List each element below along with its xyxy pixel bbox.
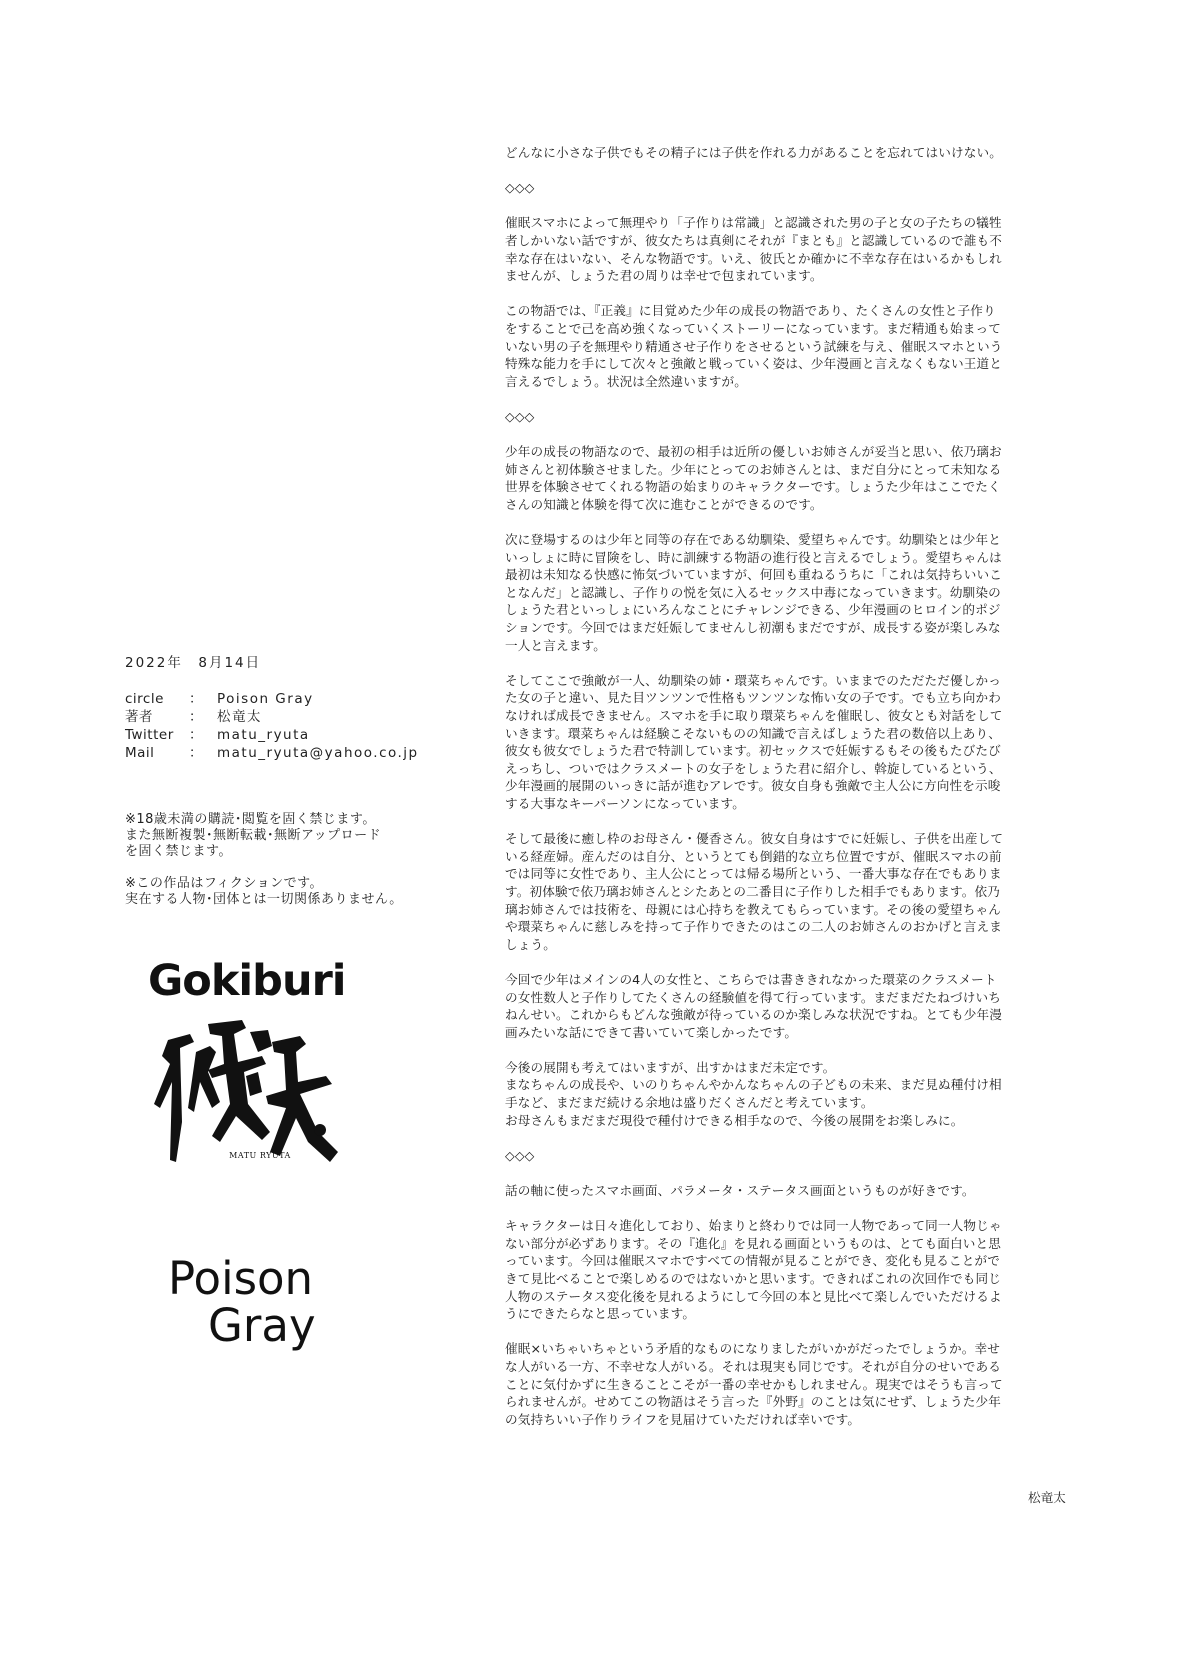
afterword-text — [505, 144, 1090, 1446]
afterword-line: ことに気付かずに生きることこそが一番の幸せかもしれません。現実ではそうも言って — [505, 1376, 1003, 1392]
afterword-line: さんの知識と体験を得て次に進むことができるのです。 — [505, 496, 823, 512]
colophon-label: circle — [125, 691, 164, 707]
notice-line: ※18歳未満の購読･閲覧を固く禁じます。 — [125, 812, 376, 827]
colophon-value: 松竜太 — [217, 709, 262, 725]
afterword-line: する大事なキーパーソンになっています。 — [505, 795, 745, 811]
afterword-line: いっしょに時に冒険をし、時に訓練する物語の進行役と言えるでしょう。愛望ちゃんは — [505, 549, 1002, 565]
afterword-line: 世界を体験させてくれる物語の始まりのキャラクターです。しょうた少年はここでたく — [505, 479, 1001, 495]
afterword-line: まなちゃんの成長や、いのりちゃんやかんなちゃんの子どもの未来、まだ見ぬ種付け相 — [505, 1077, 1002, 1093]
afterword-line: 者しかいない話ですが、彼女たちは真剣にそれが『まとも』と認識しているので誰も不 — [505, 232, 1003, 248]
afterword-line: の女性数人と子作りしてたくさんの経験値を得て行っています。まだまだたねづけいち — [505, 989, 1001, 1005]
author-romaji: MATU RYUTA — [229, 1151, 291, 1160]
afterword-line: なければ成長できません。スマホを手に取り環菜ちゃんを催眠し、彼女とも対話をして — [505, 708, 1003, 723]
notice-line: を固く禁じます。 — [125, 844, 232, 859]
afterword-line: 最初は未知なる快感に怖気づいていますが、何回も重ねるうちに「これは気持ちいいこ — [505, 567, 1003, 583]
afterword-line: 言えるでしょう。状況は全然違いますが。 — [505, 373, 748, 389]
publication-date: 2022年 8月14日 — [125, 655, 262, 671]
author-signature: 松竜太 — [1028, 1490, 1066, 1505]
afterword-line: ねんせい。これからもどんな強敵が待っているのか楽しみな状況ですね。とても少年漫 — [505, 1007, 1003, 1023]
colophon-separator: ： — [189, 709, 203, 725]
afterword-line: な人がいる一方、不幸せな人がいる。それは現実も同じです。それが自分のせいである — [505, 1358, 1001, 1374]
colophon-label: Twitter — [125, 727, 174, 743]
colophon-row-author — [125, 708, 455, 726]
afterword-line: ◇◇◇ — [505, 1147, 535, 1163]
afterword-line: この物語では、『正義』に目覚めた少年の成長の物語であり、たくさんの女性と子作り — [505, 303, 996, 319]
afterword-line: きて見比べることで楽しめるのではないかと思います。できればこれの次回作でも同じ — [505, 1271, 1001, 1286]
afterword-line: 彼女も彼女でしょうた君で特訓しています。初セックスで妊娠するもその後もたびたび — [505, 743, 1001, 759]
afterword-paragraph — [505, 1217, 1090, 1323]
colophon-label: Mail — [125, 745, 155, 761]
afterword-paragraph — [505, 672, 1090, 813]
afterword-line: 少年の成長の物語なので、最初の相手は近所の優しいお姉さんが妥当と思い、依乃璃お — [505, 444, 1002, 460]
afterword-line: や環菜ちゃんに慈しみを持って子作りできたのはこの二人のお姉さんのおかげと言えま — [505, 919, 1003, 935]
afterword-paragraph — [505, 830, 1090, 953]
colophon-value: matu_ryuta@yahoo.co.jp — [217, 745, 419, 761]
afterword-line: 特殊な能力を手にして次々と強敵と戦っていく姿は、少年漫画と言えなくもない王道と — [505, 356, 1003, 372]
afterword-paragraph — [505, 1182, 1090, 1200]
author-calligraphy-logo — [150, 1012, 340, 1167]
afterword-paragraph — [505, 144, 1090, 162]
afterword-line: ませんが、しょうた君の周りは幸せで包まれています。 — [505, 268, 823, 284]
afterword-line: しょうた君といっしょにいろんなことにチャレンジできる、少年漫画のヒロイン的ポジ — [505, 602, 1001, 618]
afterword-line: 今回で少年はメインの4人の女性と、こちらでは書ききれなかった環菜のクラスメート — [505, 971, 997, 987]
afterword-line: 催眠スマホによって無理やり「子作りは常識」と認識された男の子と女の子たちの犠牲 — [505, 215, 1002, 231]
afterword-line: 少年漫画的展開のいっきに話が進むアレです。彼女自身も強敵で主人公に方向性を示唆 — [505, 778, 1001, 794]
afterword-paragraph — [505, 443, 1090, 513]
afterword-paragraph — [505, 531, 1090, 654]
afterword-line: ない部分が必ずあります。その『進化』を見れる画面というものは、とても面白いと思 — [505, 1235, 1001, 1251]
afterword-line: しょう。 — [505, 936, 556, 952]
afterword-paragraph — [505, 302, 1090, 390]
colophon — [125, 654, 455, 762]
afterword-line: えっちし、ついではクラスメートの女子をしょうた君に紹介し、斡旋しているという、 — [505, 760, 1002, 776]
circle-logo-gray: Gray — [208, 1299, 316, 1352]
afterword-paragraph — [505, 1147, 1090, 1165]
afterword-line: 今後の展開も考えてはいますが、出すかはまだ未定です。 — [505, 1059, 836, 1075]
colophon-separator: ： — [189, 691, 203, 707]
legal-notices — [125, 812, 465, 924]
afterword-line: をすることで己を高め強くなっていくストーリーになっています。まだ精通も始まって — [505, 320, 1001, 336]
colophon-separator: ： — [189, 745, 203, 761]
afterword-line: 話の軸に使ったスマホ画面、パラメータ・ステータス画面というものが好きです。 — [505, 1183, 975, 1199]
afterword-line: 次に登場するのは少年と同等の存在である幼馴染、愛望ちゃんです。幼馴染とは少年と — [505, 532, 1001, 548]
afterword-line: ションです。今回ではまだ妊娠してませんし初潮もまだですが、成長する姿が楽しみな — [505, 620, 1001, 636]
afterword-line: っています。今回は催眠スマホですべての情報が見ることができ、変化も見ることがで — [505, 1253, 1000, 1269]
gokiburi-logo: Gokiburi — [148, 956, 346, 1006]
afterword-line: られませんが。せめてこの物語はそう言った『外野』のことは気にせず、しょうた少年 — [505, 1394, 1001, 1410]
afterword-line: の気持ちいい子作りライフを見届けていただければ幸いです。 — [505, 1411, 861, 1427]
afterword-line: 幸な存在はいない、そんな物語です。いえ、彼氏とか確かに不幸な存在はいるかもしれ — [505, 250, 1002, 266]
afterword-line: 画みたいな話にできて書いていて楽しかったです。 — [505, 1024, 798, 1040]
afterword-paragraph — [505, 971, 1090, 1041]
colophon-row-circle — [125, 690, 455, 708]
afterword-line: 催眠×いちゃいちゃという矛盾的なものになりましたがいかがだったでしょうか。幸せ — [505, 1341, 1000, 1357]
afterword-line: 一人と言えます。 — [505, 637, 606, 653]
colophon-label: 著者 — [125, 709, 153, 725]
notice-line: 実在する人物･団体とは一切関係ありません。 — [125, 892, 403, 907]
afterword-paragraph — [505, 214, 1090, 284]
circle-logo-poison: Poison — [168, 1252, 314, 1305]
colophon-separator: ： — [189, 727, 203, 743]
afterword-line: す。初体験で依乃璃お姉さんとシたあとの二番目に子作りした相手でもあります。依乃 — [505, 883, 1000, 899]
afterword-paragraph — [505, 1340, 1090, 1428]
afterword-line: お母さんもまだまだ現役で種付けできる相手なので、今後の展開をお楽しみに。 — [505, 1112, 964, 1128]
afterword-line: 璃お姉さんでは技術を、母親には心持ちを教えてもらっています。その後の愛望ちゃん — [505, 901, 1001, 917]
afterword-line: 手など、まだまだ続ける余地は盛りだくさんだと考えています。 — [505, 1095, 874, 1111]
afterword-line: いきます。環菜ちゃんは経験こそないものの知識で言えばしょうた君の数倍以上あり、 — [505, 725, 1001, 741]
notice-age-restriction — [125, 812, 465, 860]
afterword-line: いない男の子を無理やり精通させ子作りをさせるという試練を与え、催眠スマホという — [505, 338, 1003, 354]
afterword-line: うにできたらなと思っています。 — [505, 1306, 696, 1322]
notice-line: ※この作品はフィクションです。 — [125, 876, 324, 891]
colophon-value: matu_ryuta — [217, 727, 310, 743]
afterword-line: 人物のステータス変化後を見れるようにして今回の本と見比べて楽しんでいただけるよ — [505, 1288, 1002, 1304]
afterword-paragraph — [505, 179, 1090, 197]
afterword-paragraph — [505, 1059, 1090, 1129]
afterword-line: では同等に女性であり、主人公にとっては帰る場所という、一番大事な存在でもありま — [505, 866, 1002, 882]
afterword-line: そして最後に癒し枠のお母さん・優香さん。彼女自身はすでに妊娠し、子供を出産して — [505, 831, 1004, 847]
colophon-row-mail — [125, 744, 455, 762]
colophon-value: Poison Gray — [217, 691, 314, 707]
afterword-paragraph — [505, 408, 1090, 426]
afterword-line: いる経産婦。産んだのは自分、というとても倒錯的な立ち位置ですが、催眠スマホの前 — [505, 848, 1002, 864]
notice-fiction — [125, 876, 465, 908]
afterword-line: ◇◇◇ — [505, 180, 535, 196]
afterword-line: 姉さんと初体験させました。少年にとってのお姉さんとは、まだ自分にとって未知なる — [505, 461, 1002, 477]
colophon-row-twitter — [125, 726, 455, 744]
notice-line: また無断複製･無断転載･無断アップロード — [125, 828, 382, 843]
afterword-line: ◇◇◇ — [505, 408, 535, 424]
afterword-line: キャラクターは日々進化しており、始まりと終わりでは同一人物であって同一人物じゃ — [505, 1218, 1002, 1234]
afterword-line: どんなに小さな子供でもその精子には子供を作れる力があることを忘れてはいけない。 — [505, 145, 1003, 160]
afterword-line: となんだ」と認識し、子作りの悦を気に入るセックス中毒になっていきます。幼馴染の — [505, 584, 1001, 600]
afterword-line: た女の子と違い、見た目ツンツンで性格もツンツンな怖い女の子です。でも立ち向かわ — [505, 690, 1001, 706]
afterword-line: そしてここで強敵が一人、幼馴染の姉・環菜ちゃんです。いままでのただただ優しかっ — [505, 672, 1001, 688]
